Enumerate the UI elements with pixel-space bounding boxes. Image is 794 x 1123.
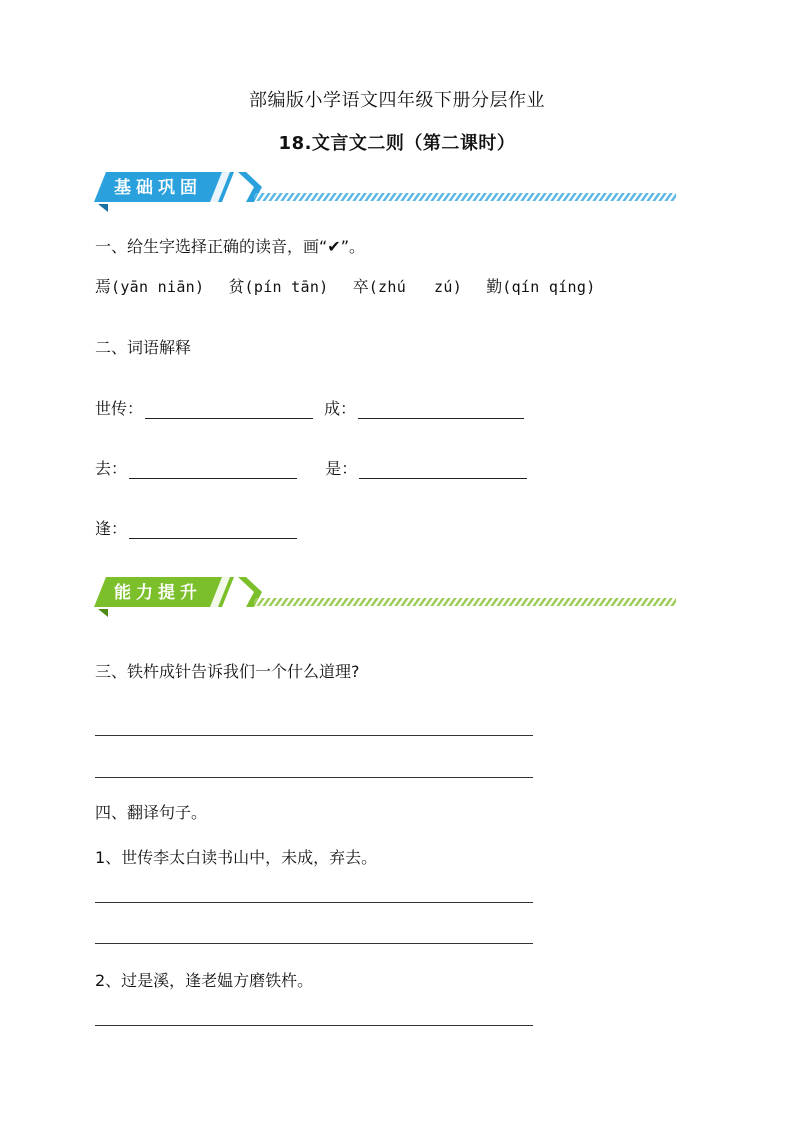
q1-char-2: 贫 [228,277,245,296]
q1-item-3 [353,277,462,296]
term-label-feng: 逢： [95,519,128,538]
q2-row-1 [95,396,530,419]
answer-blank-cheng[interactable] [358,400,524,419]
term-label-shichuan: 世传： [95,399,144,418]
answer-line-q4-2a[interactable] [95,1025,533,1026]
q3-heading: 三、铁杵成针告诉我们一个什么道理? [95,662,360,681]
q1-item-2 [229,277,329,296]
q1-options-4[interactable]: (qín qíng) [502,278,596,296]
term-label-shi: 是： [325,459,358,478]
lesson-title: 18.文言文二则（第二课时） [278,133,516,154]
q4-sentence-1: 1、世传李太白读书山中，未成，弃去。 [95,848,378,867]
answer-blank-feng[interactable] [129,520,297,539]
term-label-cheng: 成： [324,399,357,418]
term-label-qu: 去： [95,459,128,478]
section-banner-advanced [92,575,680,619]
answer-line-q3-1[interactable] [95,735,533,736]
q1-options-1[interactable]: (yān niān) [111,278,205,296]
section-label-basic: 基础巩固 [114,178,202,198]
q2-heading: 二、词语解释 [95,338,192,357]
q1-char-1: 焉 [95,277,112,296]
q1-items [95,274,596,297]
q2-row-2 [95,456,533,479]
q1-options-3[interactable]: (zhú zú) [368,278,463,296]
q1-heading: 一、给生字选择正确的读音，画“✔”。 [95,237,365,256]
answer-blank-qu[interactable] [129,460,297,479]
q2-row-3 [95,516,303,539]
q4-sentence-2: 2、过是溪，逢老媪方磨铁杵。 [95,971,314,990]
q1-char-4: 勤 [486,277,503,296]
q4-heading: 四、翻译句子。 [95,803,208,822]
q1-char-3: 卒 [352,277,369,296]
section-banner-basic [92,170,680,214]
section-label-advanced: 能力提升 [114,583,202,603]
answer-line-q4-1a[interactable] [95,902,533,903]
document-title: 部编版小学语文四年级下册分层作业 [249,90,545,111]
q1-options-2[interactable]: (pín tān) [244,278,329,296]
answer-blank-shi[interactable] [359,460,527,479]
answer-blank-shichuan[interactable] [145,400,313,419]
answer-line-q3-2[interactable] [95,777,533,778]
q1-item-1 [95,277,204,296]
q1-item-4 [486,277,595,296]
answer-line-q4-1b[interactable] [95,943,533,944]
